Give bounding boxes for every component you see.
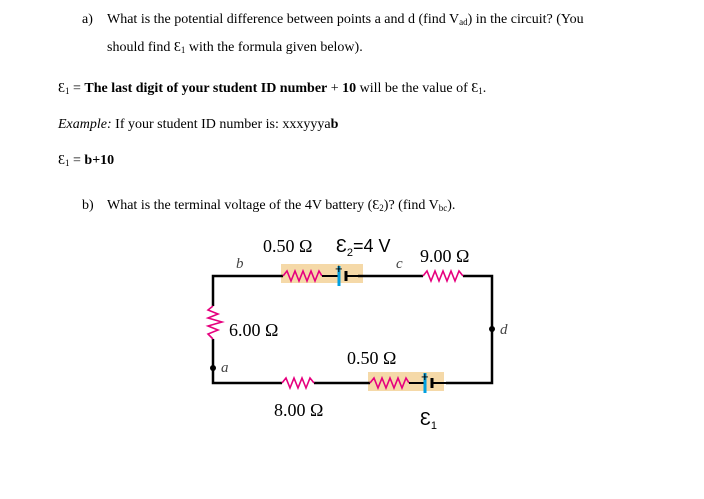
emf1-rule: $Ɛ_1$ = The last digit of your student ID number + 10 will be the value of $Ɛ_1$. (58, 81, 487, 96)
node-d-label: d (500, 322, 508, 338)
node-a-dot (210, 365, 216, 371)
node-a-label: a (221, 360, 229, 376)
node-d-dot (489, 326, 495, 332)
node-b-label: b (236, 256, 244, 272)
question-b-label: b) (82, 198, 94, 213)
example-line: Example: If your student ID number is: xxxyyyab (58, 117, 339, 132)
resistor-bottom (282, 378, 314, 388)
emf1-label: $Ɛ_1$ (420, 409, 437, 432)
plus-sign-bottom: + (421, 369, 429, 384)
question-a-label: a) (82, 12, 93, 27)
plus-sign-top: + (335, 261, 343, 276)
r-left-label: 6.00 Ω (229, 320, 279, 340)
question-b-text: What is the terminal voltage of the 4V battery $(Ɛ_2)$? (find $V_{bc}$). (107, 198, 456, 213)
r-top-left-label: 0.50 Ω (263, 236, 313, 256)
resistor-left (208, 306, 222, 339)
node-c-label: c (396, 256, 403, 272)
emf1-formula: $Ɛ_1 = b+10$ (58, 153, 115, 168)
question-a-line1: What is the potential difference between points a and d (find $V_{ad}$) in the circuit? (You (107, 12, 584, 27)
r-right-bottom-label: 0.50 Ω (347, 348, 397, 368)
r-top-right-label: 9.00 Ω (420, 246, 470, 266)
question-a-line2: should find $Ɛ_1$ with the formula given below). (107, 40, 363, 55)
emf2-label: $Ɛ_2=4$ V (336, 236, 391, 259)
r-bottom-label: 8.00 Ω (274, 400, 324, 420)
resistor-top-right (423, 271, 463, 281)
